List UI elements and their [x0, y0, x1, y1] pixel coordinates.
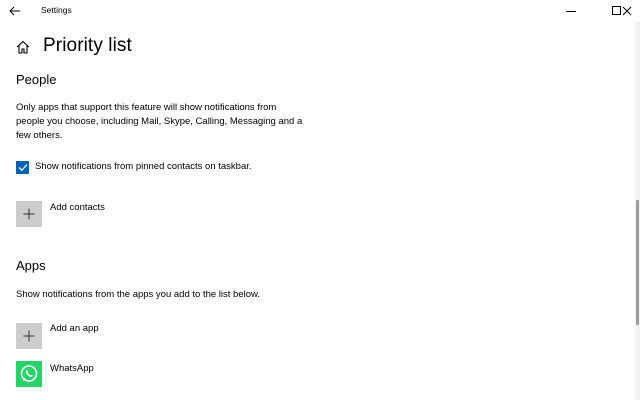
people-description: [16, 101, 302, 143]
close-button[interactable]: [614, 0, 640, 22]
checkmark-icon: [18, 163, 28, 172]
close-icon: [622, 6, 632, 16]
title-bar: [0, 0, 640, 22]
people-description-line: people you choose, including Mail, Skype, Calling, Messaging and a: [16, 116, 303, 127]
whatsapp-icon[interactable]: [16, 361, 42, 387]
apps-description: Show notifications from the apps you add to the list below.: [16, 289, 260, 300]
home-icon[interactable]: [15, 39, 31, 55]
add-app-button[interactable]: [16, 323, 42, 349]
arrow-left-icon: [9, 6, 21, 16]
pinned-contacts-checkbox-label[interactable]: Show notifications from pinned contacts on taskbar.: [35, 161, 252, 172]
people-heading: People: [16, 72, 57, 87]
people-description-line: few others.: [16, 130, 63, 141]
app-item-label[interactable]: WhatsApp: [50, 363, 94, 374]
add-app-label[interactable]: Add an app: [50, 323, 99, 334]
apps-heading: Apps: [16, 258, 46, 273]
add-contacts-label[interactable]: Add contacts: [50, 202, 105, 213]
minimize-icon: [566, 6, 576, 16]
plus-icon: [23, 330, 35, 342]
people-description-line: Only apps that support this feature will show notifications from: [16, 102, 277, 113]
add-contacts-button[interactable]: [16, 201, 42, 227]
page-title: Priority list: [43, 35, 132, 56]
minimize-button[interactable]: [548, 0, 594, 22]
plus-icon: [23, 208, 35, 220]
window-title: Settings: [41, 5, 72, 15]
scrollbar-thumb[interactable]: [636, 200, 639, 325]
pinned-contacts-checkbox[interactable]: [16, 161, 29, 174]
back-button[interactable]: [5, 2, 25, 20]
